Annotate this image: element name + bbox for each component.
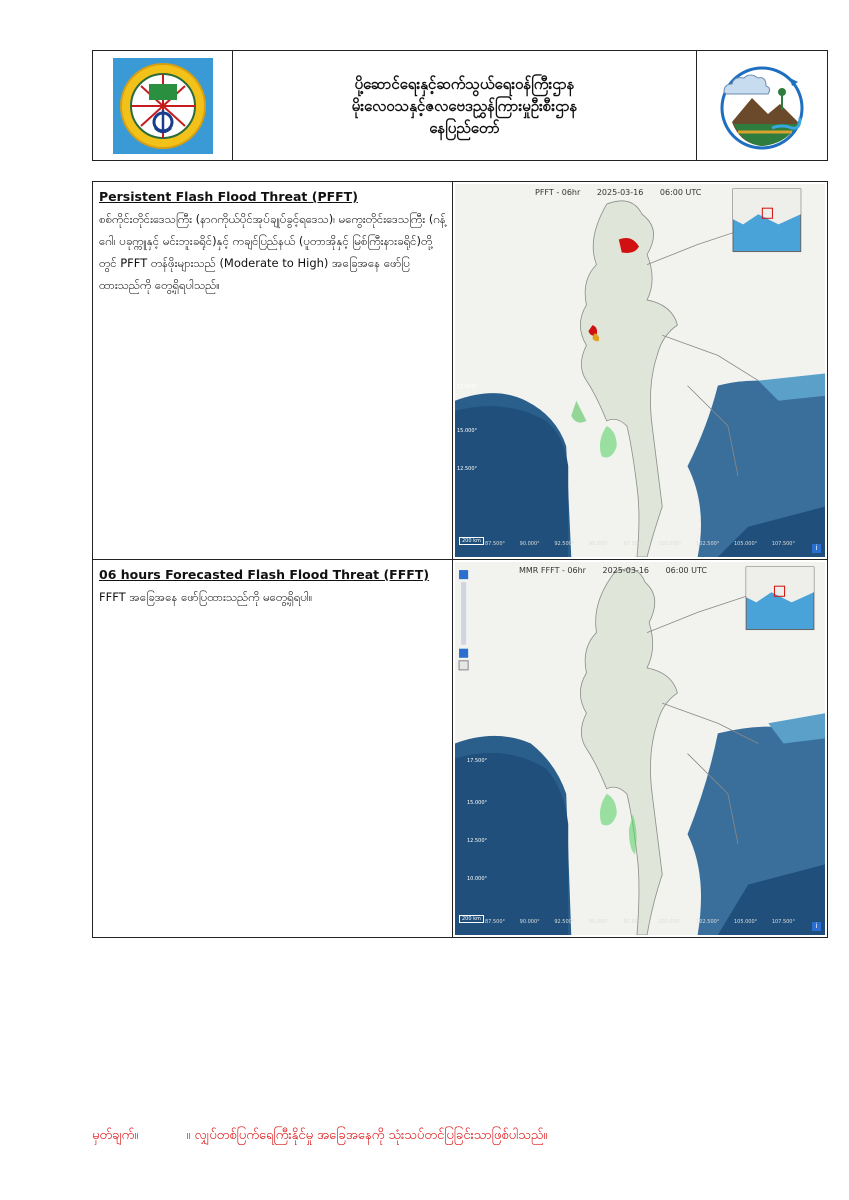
- ffft-description: FFFT အခြေအနေ ဖော်ပြထားသည်ကို မတွေ့ရှိရပါ။: [99, 590, 313, 604]
- ffft-title: 06 hours Forecasted Flash Flood Threat (FFFT): [99, 567, 430, 582]
- department-name: မိုးလေဝသနှင့်ဇလဗေဒညွှန်ကြားမှုဦးစီးဌာန: [351, 96, 578, 115]
- zoom-slider[interactable]: [459, 582, 468, 644]
- lon-axis-labels: 87.500° 90.000° 92.500° 95.000° 97.500° 100.000° 102.500° 105.000° 107.500°: [485, 919, 795, 925]
- zoom-out-button[interactable]: [459, 648, 468, 657]
- pfft-title: Persistent Flash Flood Threat (PFFT): [99, 189, 358, 204]
- pfft-row: [93, 182, 827, 560]
- dmh-emblem-icon: [111, 56, 215, 156]
- lat-label: 10.000°: [467, 876, 487, 882]
- water-cycle-icon: [712, 58, 812, 154]
- lat-label: 17.500°: [467, 758, 487, 764]
- note-label: မှတ်ချက်။: [92, 1128, 139, 1143]
- ffft-map[interactable]: [455, 562, 825, 935]
- lat-label: 12.500°: [457, 466, 477, 472]
- zoom-in-button[interactable]: [459, 570, 468, 579]
- lon-axis-labels: 87.500° 90.000° 92.500° 95.000° 97.500° 100.000° 102.500° 105.000° 107.500°: [485, 541, 795, 547]
- department-logo-cell: [93, 51, 233, 160]
- city-name: နေပြည်တော်: [429, 118, 500, 137]
- info-button[interactable]: i: [812, 544, 821, 553]
- letterhead-title: [233, 51, 697, 160]
- lat-label: 17.500°: [457, 384, 477, 390]
- note-text: ။ လျှပ်တစ်ပြက်ရေကြီးနိုင်မှု အခြေအနေကို သုံးသပ်တင်ပြခြင်းသာဖြစ်ပါသည်။: [186, 1128, 548, 1143]
- footer-note: [92, 1127, 547, 1146]
- info-button[interactable]: i: [812, 922, 821, 931]
- lat-label: 12.500°: [467, 838, 487, 844]
- scale-bar: 200 km: [459, 915, 484, 923]
- ffft-text-cell: [93, 560, 453, 937]
- ministry-name: ပို့ဆောင်ရေးနှင့်ဆက်သွယ်ရေးဝန်ကြီးဌာန: [354, 74, 575, 93]
- pfft-description: စစ်ကိုင်းတိုင်းဒေသကြီး (နာဂကိုယ်ပိုင်အုပ်ချုပ်ခွင့်ရဒေသ)၊ မကွေးတိုင်းဒေသကြီး (ဂန့်ဂေါ၊ ပခုက္ကူနှင့် မင်းဘူးခရိုင်)နှင့် ကချင်ပြည်နယ် (ပူတာအိုနှင့် မြစ်ကြီးနားခရိုင်)တို့တွင် PFFT တန်ဖိုးများသည် (Moderate to High) အခြေအနေ ဖော်ပြထားသည်ကို တွေ့ရှိရပါသည်။: [99, 212, 446, 292]
- ffft-map-cell: [453, 560, 827, 937]
- letterhead: [92, 50, 828, 161]
- lat-label: 15.000°: [467, 800, 487, 806]
- scale-bar: 200 km: [459, 537, 484, 545]
- ffft-map-label: MMR FFFT - 06hr 2025-03-16 06:00 UTC: [519, 566, 708, 575]
- ffft-row: [93, 560, 827, 937]
- pfft-map-label: PFFT - 06hr 2025-03-16 06:00 UTC: [535, 188, 702, 197]
- hydrology-logo-cell: [697, 51, 827, 160]
- pfft-map[interactable]: [455, 184, 825, 557]
- pfft-text-cell: [93, 182, 453, 559]
- pfft-map-cell: [453, 182, 827, 559]
- flood-threat-table: [92, 181, 828, 938]
- lat-label: 15.000°: [457, 428, 477, 434]
